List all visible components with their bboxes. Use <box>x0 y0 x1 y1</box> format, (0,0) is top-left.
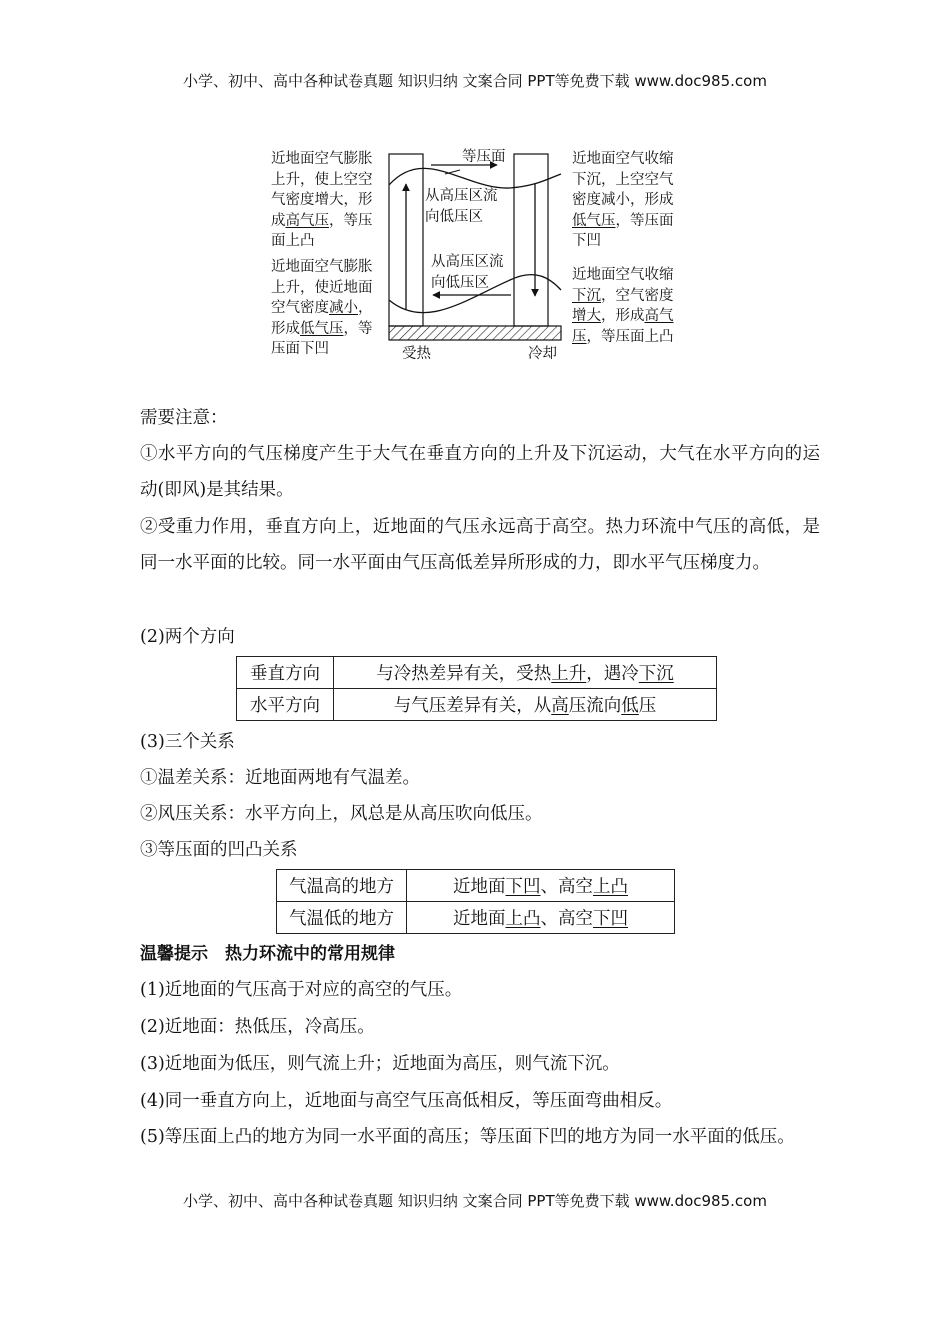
high-temp-desc: 近地面下凹、高空上凸 <box>407 870 675 902</box>
right-top-caption: 近地面空气收缩 下沉，上空空气 密度减小，形成 低气压，等压面 下凹 <box>572 151 674 249</box>
relation-3: ③等压面的凹凸关系 <box>140 840 298 860</box>
page-header: 小学、初中、高中各种试卷真题 知识归纳 文案合同 PPT等免费下载 www.doc985.com <box>183 72 767 90</box>
notes-title: 需要注意： <box>140 408 228 428</box>
cooled-label: 冷却 <box>528 346 557 362</box>
tip-title: 温馨提示 热力环流中的常用规律 <box>140 944 395 964</box>
page-footer: 小学、初中、高中各种试卷真题 知识归纳 文案合同 PPT等免费下载 www.doc985.com <box>183 1192 767 1210</box>
rule-5: (5)等压面上凸的地方为同一水平面的高压；等压面下凹的地方为同一水平面的低压。 <box>140 1127 795 1147</box>
rule-2: (2)近地面：热低压，冷高压。 <box>140 1017 375 1037</box>
rule-3: (3)近地面为低压，则气流上升；近地面为高压，则气流下沉。 <box>140 1054 620 1074</box>
rule-1: (1)近地面的气压高于对应的高空的气压。 <box>140 980 463 1000</box>
horizontal-label: 水平方向 <box>237 689 334 721</box>
isobar-label: 等压面 <box>462 149 506 165</box>
cooled-column <box>514 154 548 326</box>
ground-hatch <box>389 326 561 340</box>
left-top-caption: 近地面空气膨胀 上升，使上空空 气密度增大，形 成高气压，等压 面上凸 <box>271 151 373 249</box>
heated-label: 受热 <box>402 346 431 362</box>
high-temp-label: 气温高的地方 <box>277 870 407 902</box>
horizontal-desc: 与气压差异有关，从高压流向低压 <box>334 689 717 721</box>
vertical-desc: 与冷热差异有关，受热上升，遇冷下沉 <box>334 657 717 689</box>
note-1: ①水平方向的气压梯度产生于大气在垂直方向的上升及下沉运动，大气在水平方向的运动(即风)是其结果。 <box>140 444 820 500</box>
relation-1: ①温差关系：近地面两地有气温差。 <box>140 768 420 788</box>
vertical-label: 垂直方向 <box>237 657 334 689</box>
table-row <box>277 870 675 902</box>
left-bottom-caption: 近地面空气膨胀 上升，使近地面 空气密度减小， 形成低气压，等 压面下凹 <box>271 259 373 357</box>
relation-2: ②风压关系：水平方向上，风总是从高压吹向低压。 <box>140 804 543 824</box>
table-row <box>237 657 717 689</box>
section-3-title: (3)三个关系 <box>140 732 235 752</box>
low-temp-label: 气温低的地方 <box>277 902 407 934</box>
low-temp-desc: 近地面上凸、高空下凹 <box>407 902 675 934</box>
temperature-table <box>276 869 675 934</box>
table-row <box>277 902 675 934</box>
lower-flow-label: 从高压区流 向低压区 <box>431 254 504 291</box>
right-bottom-caption: 近地面空气收缩 下沉，空气密度 增大，形成高气 压，等压面上凸 <box>572 267 674 345</box>
directions-table <box>236 656 717 721</box>
rule-4: (4)同一垂直方向上，近地面与高空气压高低相反，等压面弯曲相反。 <box>140 1091 673 1111</box>
section-2-title: (2)两个方向 <box>140 627 235 647</box>
note-2: ②受重力作用，垂直方向上，近地面的气压永远高于高空。热力环流中气压的高低，是同一水平面的比较。同一水平面由气压高低差异所形成的力，即水平气压梯度力。 <box>140 517 820 573</box>
table-row <box>237 689 717 721</box>
upper-flow-label: 从高压区流 向低压区 <box>425 188 498 225</box>
